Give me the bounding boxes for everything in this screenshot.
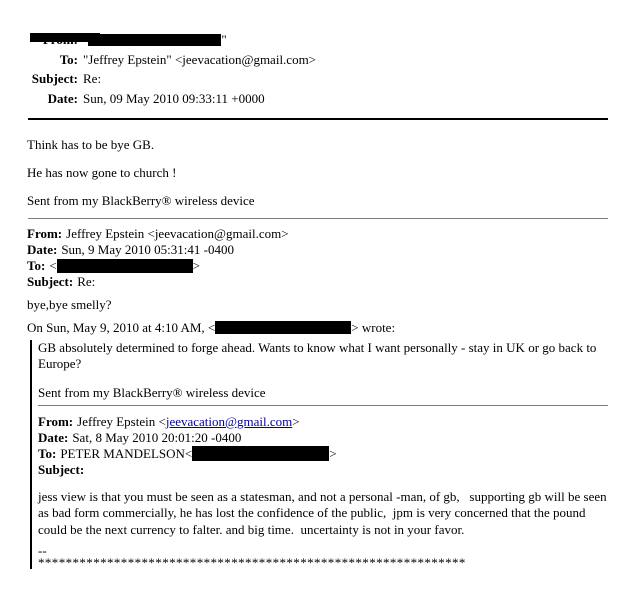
subject-label: Subject: xyxy=(31,71,78,86)
m3-date-row xyxy=(38,430,608,446)
angle-close: > xyxy=(192,258,200,273)
close-quote: " xyxy=(221,32,227,47)
message1-signature: Sent from my BlackBerry® wireless device xyxy=(27,193,255,208)
from-value xyxy=(83,30,227,50)
signature-dashes: -- xyxy=(38,542,47,558)
from-value: Jeffrey Epstein <jeevacation@gmail.com> xyxy=(66,226,289,241)
angle-open: < xyxy=(49,258,57,273)
date-value: Sun, 9 May 2010 05:31:41 -0400 xyxy=(61,242,234,257)
redaction-bar-recipient xyxy=(192,446,329,461)
email-header xyxy=(27,30,608,108)
angle-close: > xyxy=(329,446,337,461)
subject-value: Re: xyxy=(83,71,102,86)
date-label: Date: xyxy=(47,90,78,106)
quoted-divider xyxy=(38,405,608,406)
message1-line2: He has now gone to church ! xyxy=(27,165,177,180)
signature-stars: ************************************************************** xyxy=(38,554,466,570)
quote-intro xyxy=(27,320,608,336)
email-link[interactable]: jeevacation@gmail.com xyxy=(165,414,293,429)
to-value: "Jeffrey Epstein" <jeevacation@gmail.com> xyxy=(83,51,317,67)
header-row-to xyxy=(27,50,608,70)
header-row-date xyxy=(27,89,608,109)
to-value: PETER MANDELSON< xyxy=(60,446,193,461)
message2-header xyxy=(27,226,608,290)
subject-value: Re: xyxy=(77,274,96,289)
to-label: To: xyxy=(59,51,78,67)
message3-body: jess view is that you must be seen as a statesman, and not a personal -man, of gb, supporting gb will be seen as bad form commercially, he has lost the confidence of the public, jpm is very concerned that the pound could be the next currency to falter. and big time. uncertainty is not in your favor. xyxy=(38,489,610,537)
redaction-bar-top xyxy=(30,33,100,42)
header-row-subject xyxy=(27,69,608,89)
message3-header xyxy=(38,414,608,478)
redaction-bar-to xyxy=(57,259,193,273)
redaction-bar-sender xyxy=(215,321,351,334)
message2-body: bye,bye smelly? xyxy=(27,297,112,312)
subject-label: Subject: xyxy=(27,274,74,289)
header-divider xyxy=(28,118,608,120)
header-row-from xyxy=(27,30,608,50)
redaction-bar-from xyxy=(88,34,221,46)
from-label: From: xyxy=(27,226,63,241)
date-value: Sat, 8 May 2010 20:01:20 -0400 xyxy=(72,430,242,445)
quote-intro-suffix: > wrote: xyxy=(351,320,396,335)
m2-from-row xyxy=(27,226,608,242)
quoted-body: GB absolutely determined to forge ahead. Wants to know what I want personally - stay in UK or go back to Europe? xyxy=(38,340,597,371)
from-label: From: xyxy=(38,414,74,429)
m2-subject-row xyxy=(27,274,608,290)
email-document xyxy=(0,30,634,569)
date-value: Sun, 09 May 2010 09:33:11 +0000 xyxy=(83,90,265,106)
to-label: To: xyxy=(38,446,57,461)
from-prefix: Jeffrey Epstein < xyxy=(77,414,166,429)
message-divider xyxy=(28,218,608,219)
m3-from-row xyxy=(38,414,608,430)
from-suffix: > xyxy=(292,414,300,429)
m2-to-row xyxy=(27,258,608,274)
date-label: Date: xyxy=(27,242,58,257)
m3-subject-row xyxy=(38,462,608,478)
quoted-signature: Sent from my BlackBerry® wireless device xyxy=(38,385,266,400)
message1-line1: Think has to be bye GB. xyxy=(27,137,155,152)
to-label: To: xyxy=(27,258,46,273)
m2-date-row xyxy=(27,242,608,258)
quote-intro-prefix: On Sun, May 9, 2010 at 4:10 AM, < xyxy=(27,320,216,335)
date-label: Date: xyxy=(38,430,69,445)
quoted-block xyxy=(30,340,608,569)
m3-to-row xyxy=(38,446,608,462)
subject-label: Subject: xyxy=(38,462,85,477)
signature-block xyxy=(38,542,608,570)
